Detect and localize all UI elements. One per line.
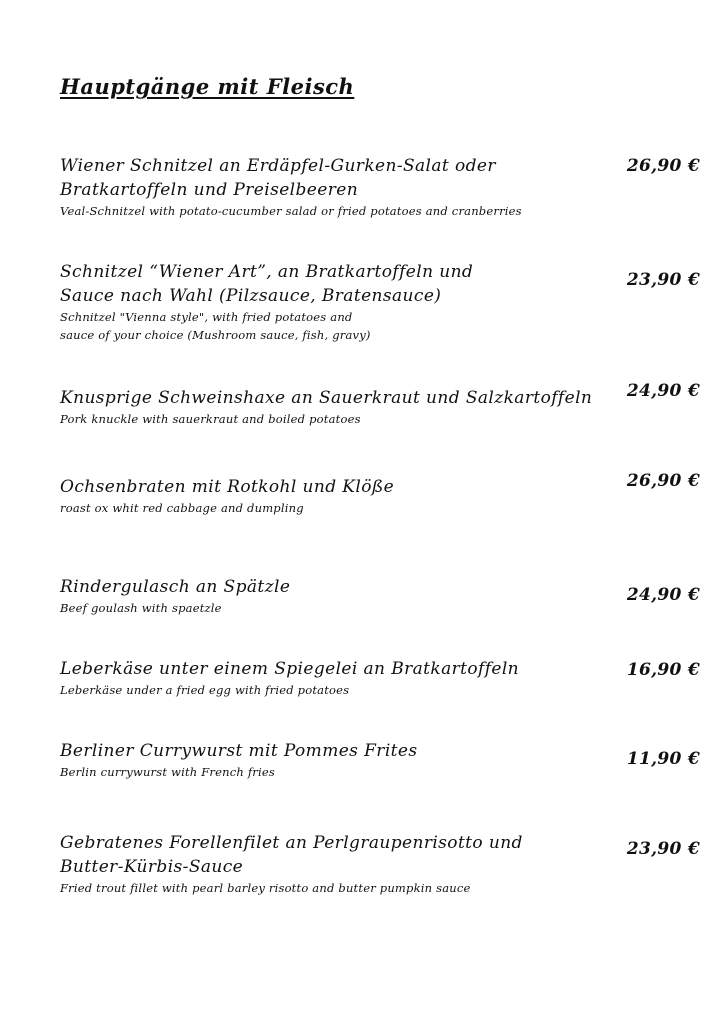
dish-price: 23,90 €: [626, 839, 700, 859]
dish-price: 24,90 €: [626, 381, 700, 401]
menu-item-schweinshaxe: [60, 386, 620, 428]
menu-item-rindergulasch: [60, 575, 620, 617]
dish-title-line: Schnitzel “Wiener Art”, an Bratkartoffeln und: [60, 262, 474, 282]
dish-title-line: Butter-Kürbis-Sauce: [60, 857, 244, 877]
menu-item-wiener-schnitzel: [60, 154, 620, 220]
dish-description: Beef goulash with spaetzle: [60, 601, 222, 615]
dish-price: 26,90 €: [626, 471, 700, 491]
menu-item-ochsenbraten: [60, 475, 620, 517]
dish-title-line: Knusprige Schweinshaxe an Sauerkraut und Salzkartoffeln: [60, 388, 593, 408]
dish-description: Veal-Schnitzel with potato-cucumber salad or fried potatoes and cranberries: [60, 204, 522, 218]
dish-description: Berlin currywurst with French fries: [60, 765, 275, 779]
dish-description: sauce of your choice (Mushroom sauce, fish, gravy): [60, 328, 371, 342]
dish-price: 16,90 €: [626, 660, 700, 680]
dish-price: 11,90 €: [626, 749, 700, 769]
dish-price: 26,90 €: [626, 156, 700, 176]
menu-item-currywurst: [60, 739, 620, 781]
menu-item-forellenfilet: [60, 831, 620, 897]
dish-title-line: Rindergulasch an Spätzle: [60, 577, 291, 597]
dish-title-line: Leberkäse unter einem Spiegelei an Bratkartoffeln: [60, 659, 520, 679]
dish-title-line: Bratkartoffeln und Preiselbeeren: [60, 180, 359, 200]
menu-heading: Hauptgänge mit Fleisch: [60, 74, 355, 99]
dish-price: 23,90 €: [626, 270, 700, 290]
dish-description: Schnitzel "Vienna style", with fried potatoes and: [60, 310, 353, 324]
dish-title-line: Ochsenbraten mit Rotkohl und Klöße: [60, 477, 395, 497]
dish-title-line: Gebratenes Forellenfilet an Perlgraupenrisotto und: [60, 833, 523, 853]
dish-description: Leberkäse under a fried egg with fried potatoes: [60, 683, 350, 697]
dish-title-line: Berliner Currywurst mit Pommes Frites: [60, 741, 418, 761]
dish-description: Pork knuckle with sauerkraut and boiled potatoes: [60, 412, 361, 426]
dish-title-line: Wiener Schnitzel an Erdäpfel-Gurken-Salat oder: [60, 156, 496, 176]
dish-description: roast ox whit red cabbage and dumpling: [60, 501, 304, 515]
menu-item-schnitzel-wiener-art: [60, 260, 620, 344]
dish-title-line: Sauce nach Wahl (Pilzsauce, Bratensauce): [60, 286, 442, 306]
menu-item-leberkaese: [60, 657, 620, 699]
dish-description: Fried trout fillet with pearl barley risotto and butter pumpkin sauce: [60, 881, 471, 895]
dish-price: 24,90 €: [626, 585, 700, 605]
